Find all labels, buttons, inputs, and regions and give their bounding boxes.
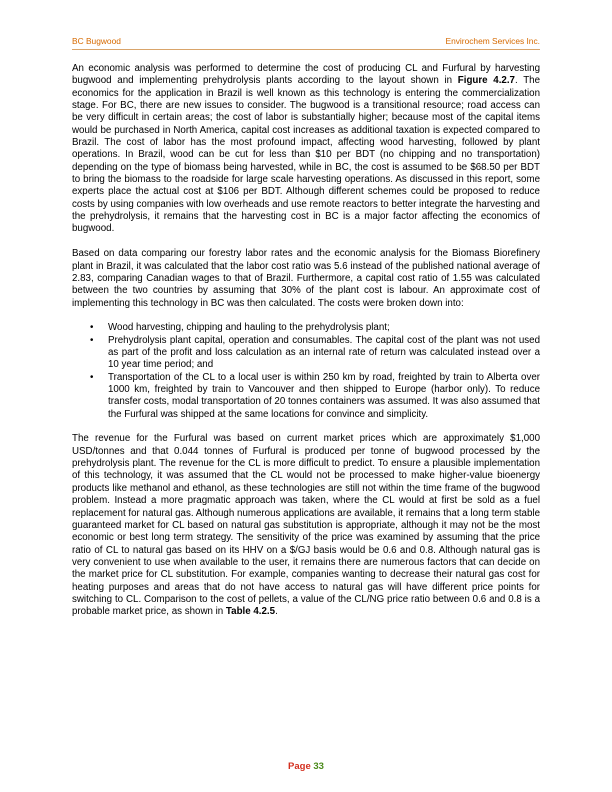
paragraph-text: An economic analysis was performed to determine the cost of producing CL and Furfural by harvesting bugwood and implementing prehydrolysis plants according to the layout shown in bbox=[72, 63, 540, 87]
header-divider bbox=[72, 49, 540, 50]
document-body bbox=[72, 63, 540, 631]
paragraph-text: . The economics for the application in Brazil is well known as this technology is entering the commercialization stage. For BC, there are new issues to consider. The bugwood is a transitional resource; road access can be very difficult in certain areas; the cost of labor is substantially higher; because most of the capital items would be purchased in North America, capital cost increases as additional taxation is expected compared to Brazil. The cost of labor has the most profound impact, affecting wood harvesting, followed by plant operations. In Brazil, wood can be cut for less than $10 per BDT (no chipping and no transportation) depending on the type of biomass being harvested, while in BC, the cost is assumed to be $68.50 per BDT to bring the biomass to the roadside for large scale harvesting operations. As discussed in this report, some experts place the actual cost at $106 per BDT. Although different schemes could be proposed to reduce costs by using companies with low overheads and use remote reactors to better integrate the harvesting and the prehydrolysis, it remains that the harvesting cost in BC is a major factor affecting the economics of bugwood. bbox=[72, 75, 541, 235]
table-reference: Table 4.2.5 bbox=[225, 606, 276, 618]
cost-breakdown-list bbox=[72, 322, 540, 421]
paragraph-labor-cost: Based on data comparing our forestry labor rates and the economic analysis for the Biomass Biorefinery plant in Brazil, it was calculated that the labor cost ratio was 5.6 instead of the published national average of 2.83, comparing Canadian wages to that of Brazil. Furthermore, a capital cost ratio of 1.55 was calculated between the two countries by assuming that 30% of the plant cost is labour. An approximate cost of implementing this technology in BC was then calculated. The costs were broken down into: bbox=[72, 248, 540, 309]
list-item bbox=[90, 334, 540, 372]
running-header bbox=[72, 36, 540, 50]
paragraph-revenue bbox=[72, 433, 540, 618]
figure-reference: Figure 4.2.7 bbox=[457, 75, 515, 87]
header-right-company: Envirochem Services Inc. bbox=[445, 36, 540, 46]
list-item bbox=[90, 322, 540, 334]
list-item-text: Transportation of the CL to a local user is within 250 km by road, freighted by train to Alberta over 1000 km, freighted by train to Vancouver and then shipped to Europe (harbor only). To reduce transfer costs, modal transportation of 20 tonnes containers was assumed. It was also assumed that the Furfural was shipped at the same locations for convince and simplicity. bbox=[108, 371, 540, 420]
list-item-text: Prehydrolysis plant capital, operation and consumables. The capital cost of the plant was not used as part of the profit and loss calculation as an internal rate of return was calculated instead over a 10 year time period; and bbox=[108, 334, 540, 371]
page-footer bbox=[0, 761, 612, 772]
paragraph-text: The revenue for the Furfural was based on current market prices which are approximately $1,000 USD/tonnes and that 0.044 tonnes of Furfural is produced per tonne of bugwood processed by the prehydrolysis plant. The revenue for the CL is more difficult to predict. To ensure a plausible implementation of this technology, it was assumed that the CL would not be processed to make higher-value bioenergy products like methanol and ethanol, as these technologies are still not within the time frame of the bugwood problem. Instead a more pragmatic approach was taken, where the CL would at first be sold as a fuel replacement for natural gas. Although numerous applications are available, it remains that a long term stable guaranteed market for CL based on natural gas substitution is appropriate, although it may not be the most economic or best long term strategy. The sensitivity of the price was examined by assuming that the price ratio of CL to natural gas based on its HHV on a $/GJ basis would be 0.6 and 0.8. Although natural gas is very convenient to use when available to the user, it remains there are numerous factors that can decide on the market price for CL substitution. For example, companies wanting to decrease their natural gas cost for heating purposes and areas that do not have access to natural gas will have different price points for switching to CL. Comparison to the cost of pellets, a value of the CL/NG price ratio between 0.6 and 0.8 is a probable market price, as shown in bbox=[72, 433, 540, 618]
list-item-text: Wood harvesting, chipping and hauling to the prehydrolysis plant; bbox=[108, 322, 390, 334]
bullet-icon: • bbox=[90, 322, 94, 334]
paragraph-economic-analysis bbox=[72, 63, 540, 236]
bullet-icon: • bbox=[90, 371, 94, 383]
page-number: 33 bbox=[313, 761, 324, 772]
bullet-icon: • bbox=[90, 334, 94, 346]
paragraph-text: . bbox=[275, 606, 278, 618]
list-item bbox=[90, 371, 540, 421]
page-label: Page bbox=[288, 761, 311, 772]
header-left-title: BC Bugwood bbox=[72, 36, 121, 46]
